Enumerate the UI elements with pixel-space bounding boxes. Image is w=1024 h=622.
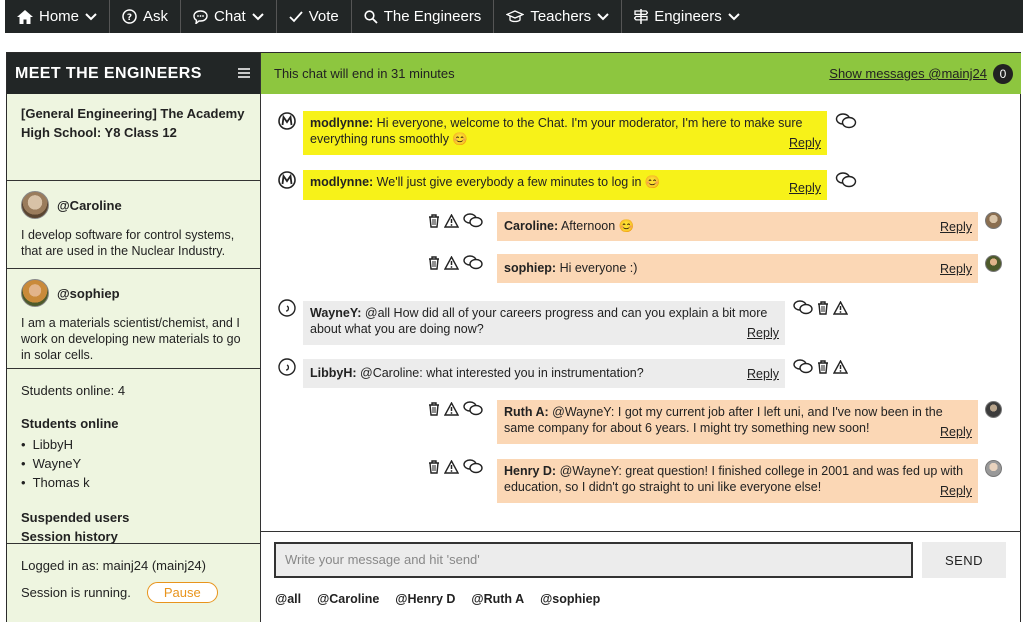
chat-end-notice: This chat will end in 31 minutes	[274, 66, 455, 81]
engineer-profile-caroline[interactable]	[7, 181, 260, 269]
suspended-users-link[interactable]: Suspended users	[21, 510, 130, 525]
home-icon	[17, 10, 33, 24]
message-text: We'll just give everybody a few minutes to log in 😊	[373, 175, 661, 189]
message-text: @all How did all of your careers progress and can you explain a bit more about what you are doing now?	[310, 306, 768, 336]
chat-message	[497, 400, 978, 444]
speech-bubbles-icon[interactable]	[835, 172, 857, 193]
nav-home-label: Home	[39, 8, 80, 25]
list-item: • LibbyH	[21, 435, 248, 454]
session-panel	[7, 544, 260, 603]
list-item: • WayneY	[21, 454, 248, 473]
speech-bubbles-icon[interactable]	[463, 213, 483, 228]
send-button[interactable]: SEND	[922, 542, 1006, 578]
warning-icon[interactable]	[833, 360, 848, 374]
sidebar-header	[7, 53, 260, 94]
engineer-handle[interactable]: @sophiep	[57, 285, 120, 301]
trash-icon[interactable]	[817, 360, 829, 374]
warning-icon[interactable]	[444, 460, 459, 474]
speech-bubbles-icon[interactable]	[793, 300, 813, 315]
trash-icon[interactable]	[817, 301, 829, 315]
nav-ask-label: Ask	[143, 8, 169, 25]
avatar	[21, 279, 49, 307]
chat-message	[497, 254, 978, 283]
nav-the-engineers-label: The Engineers	[383, 8, 482, 25]
message-count-badge: 0	[993, 64, 1013, 84]
mention-ruth-a[interactable]: @Ruth A	[471, 592, 525, 606]
search-icon	[364, 10, 378, 24]
nav-the-engineers[interactable]	[352, 0, 495, 33]
speech-bubbles-icon[interactable]	[463, 255, 483, 270]
message-input[interactable]: Write your message and hit 'send'	[274, 542, 913, 578]
nav-vote[interactable]	[277, 0, 352, 33]
question-circle-icon	[122, 9, 137, 24]
chat-message	[303, 170, 827, 200]
show-messages-link[interactable]	[829, 64, 1013, 84]
nav-teachers[interactable]	[494, 0, 622, 33]
message-text: Afternoon 😊	[558, 219, 635, 233]
moderator-icon	[278, 112, 296, 135]
avatar	[985, 401, 1002, 418]
nav-ask[interactable]	[110, 0, 181, 33]
message-text: @WayneY: great question! I finished college in 2001 and was fed up with education, so I didn't go straight to uni like everyone else!	[504, 464, 964, 494]
students-panel	[7, 369, 260, 544]
warning-icon[interactable]	[833, 301, 848, 315]
trash-icon[interactable]	[428, 256, 440, 270]
chat-message	[303, 359, 785, 388]
mention-all[interactable]: @all	[275, 592, 302, 606]
mention-shortcuts	[275, 592, 600, 606]
nav-home[interactable]	[5, 0, 110, 33]
reply-link[interactable]: Reply	[940, 220, 972, 234]
chat-message	[497, 212, 978, 241]
chevron-down-icon	[252, 13, 264, 21]
chat-message	[497, 459, 978, 503]
message-composer	[261, 531, 1021, 622]
sidebar	[7, 53, 261, 622]
pause-button[interactable]: Pause	[147, 582, 218, 603]
message-author: Ruth A:	[504, 405, 549, 419]
reply-link[interactable]: Reply	[789, 181, 821, 195]
message-author: sophiep:	[504, 261, 557, 275]
mention-caroline[interactable]: @Caroline	[317, 592, 380, 606]
checkmark-icon	[289, 11, 303, 23]
reply-link[interactable]: Reply	[940, 262, 972, 276]
speech-bubbles-icon[interactable]	[835, 113, 857, 134]
session-status: Session is running.	[21, 585, 131, 600]
class-info	[7, 94, 260, 181]
message-actions	[428, 459, 483, 474]
mention-henry-d[interactable]: @Henry D	[395, 592, 456, 606]
chat-banner	[261, 53, 1021, 94]
speech-bubbles-icon[interactable]	[463, 459, 483, 474]
speech-bubbles-icon[interactable]	[793, 359, 813, 374]
message-actions	[793, 359, 848, 374]
message-author: LibbyH:	[310, 366, 357, 380]
reply-link[interactable]: Reply	[940, 425, 972, 439]
hamburger-menu-icon[interactable]	[238, 65, 250, 83]
avatar	[985, 255, 1002, 272]
message-actions	[428, 401, 483, 416]
students-online-heading: Students online	[21, 416, 119, 431]
graduation-cap-icon	[506, 10, 524, 23]
list-item: • Thomas k	[21, 473, 248, 492]
message-text: Hi everyone :)	[556, 261, 638, 275]
chat-message	[303, 111, 827, 155]
svg-text:?: ?	[126, 13, 133, 23]
engineer-profile-sophiep[interactable]	[7, 269, 260, 369]
sidebar-title: MEET THE ENGINEERS	[15, 64, 202, 82]
reply-link[interactable]: Reply	[789, 136, 821, 150]
chat-messages	[261, 94, 1021, 531]
nav-engineers-label: Engineers	[654, 8, 722, 25]
warning-icon[interactable]	[444, 256, 459, 270]
message-text: @WayneY: I got my current job after I left uni, and I've now been in the same company for about 6 years. I might try something new soon!	[504, 405, 943, 435]
message-text: Hi everyone, welcome to the Chat. I'm your moderator, I'm here to make sure everything runs smoothly 😊	[310, 116, 803, 146]
chevron-down-icon	[597, 13, 609, 21]
message-author: WayneY:	[310, 306, 362, 320]
avatar	[21, 191, 49, 219]
message-author: Henry D:	[504, 464, 557, 478]
nav-chat[interactable]	[181, 0, 277, 33]
message-author: modlynne:	[310, 175, 374, 189]
reply-link[interactable]: Reply	[940, 484, 972, 498]
signpost-icon	[634, 9, 648, 24]
message-author: Caroline:	[504, 219, 559, 233]
session-history-link[interactable]: Session history	[21, 529, 118, 544]
show-messages-label[interactable]: Show messages @mainj24	[829, 66, 987, 81]
chevron-down-icon	[85, 13, 97, 21]
mention-sophiep[interactable]: @sophiep	[540, 592, 601, 606]
student-icon	[278, 299, 296, 322]
chat-message	[303, 301, 785, 345]
reply-link[interactable]: Reply	[747, 326, 779, 340]
message-author: modlynne:	[310, 116, 374, 130]
avatar	[985, 212, 1002, 229]
student-icon	[278, 358, 296, 381]
message-actions	[428, 213, 483, 228]
chevron-down-icon	[728, 13, 740, 21]
logged-in-as: Logged in as: mainj24 (mainj24)	[21, 558, 206, 573]
avatar	[985, 460, 1002, 477]
nav-teachers-label: Teachers	[530, 8, 592, 25]
warning-icon[interactable]	[444, 402, 459, 416]
chat-main	[261, 53, 1021, 622]
message-actions	[793, 300, 848, 315]
speech-bubble-icon	[193, 10, 208, 24]
speech-bubbles-icon[interactable]	[463, 401, 483, 416]
class-title: [General Engineering] The Academy High School: Y8 Class 12	[21, 106, 245, 140]
students-list	[21, 435, 248, 492]
trash-icon[interactable]	[428, 402, 440, 416]
nav-vote-label: Vote	[308, 8, 339, 25]
students-online-count: Students online: 4	[21, 383, 126, 398]
engineer-handle[interactable]: @Caroline	[57, 197, 122, 213]
trash-icon[interactable]	[428, 214, 440, 228]
chat-frame	[6, 52, 1021, 622]
nav-engineers[interactable]	[622, 0, 752, 33]
message-text: @Caroline: what interested you in instrumentation?	[356, 366, 644, 380]
reply-link[interactable]: Reply	[747, 367, 779, 381]
nav-chat-label: Chat	[214, 8, 246, 25]
engineer-bio: I am a materials scientist/chemist, and I work on developing new materials to go in solar cells.	[21, 316, 241, 362]
engineer-bio: I develop software for control systems, that are used in the Nuclear Industry.	[21, 228, 235, 258]
trash-icon[interactable]	[428, 460, 440, 474]
top-navigation	[5, 0, 1023, 33]
moderator-icon	[278, 171, 296, 194]
warning-icon[interactable]	[444, 214, 459, 228]
message-actions	[428, 255, 483, 270]
